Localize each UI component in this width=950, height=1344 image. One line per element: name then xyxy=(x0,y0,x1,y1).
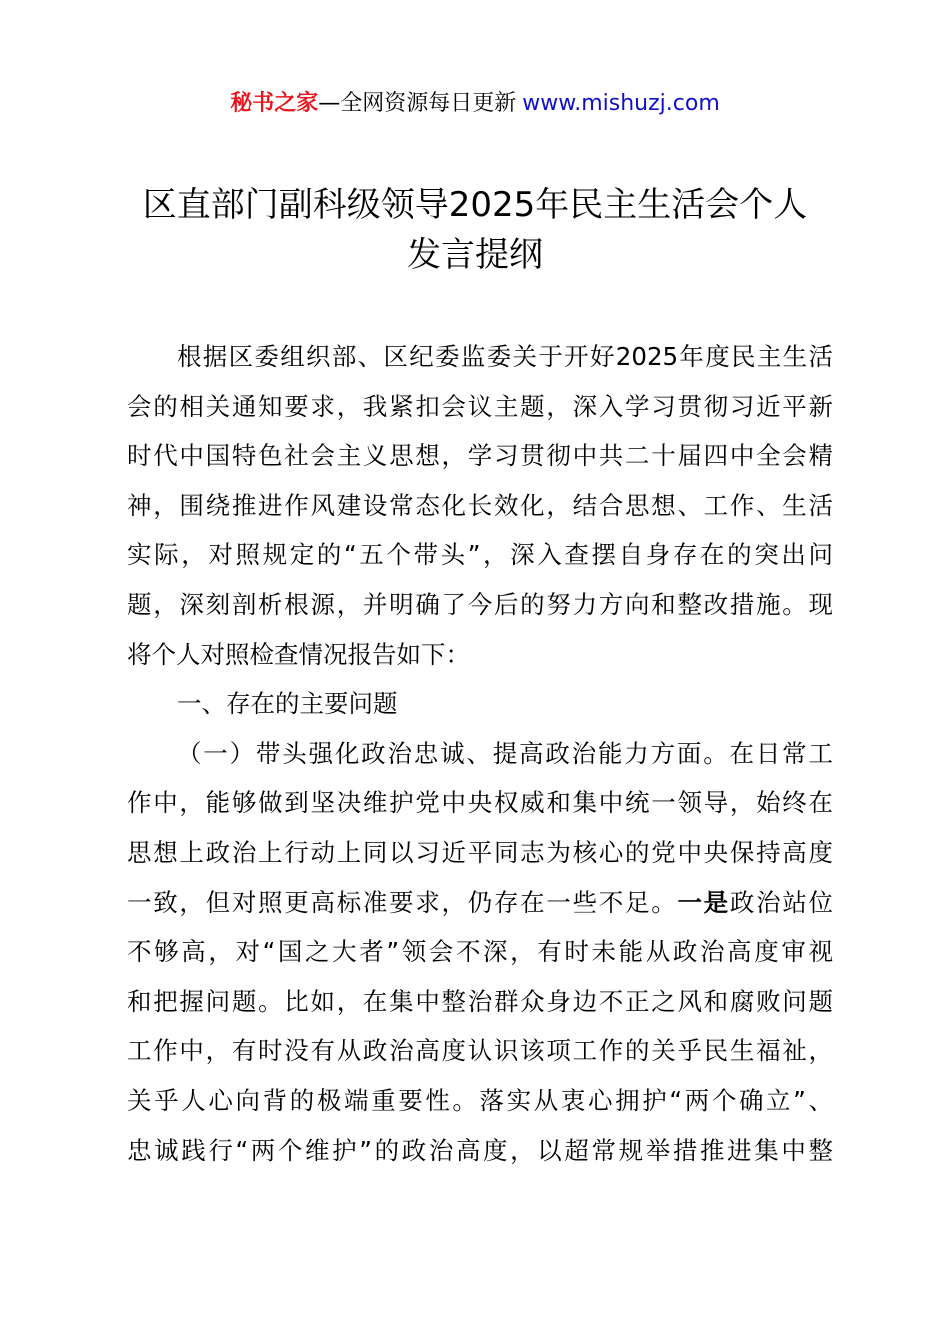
body-line: 时代中国特色社会主义思想，学习贯彻中共二十届四中全会精 xyxy=(127,441,833,471)
body-line: 神，围绕推进作风建设常态化长效化，结合思想、工作、生活 xyxy=(127,490,833,520)
body-text-segment: 一致，但对照更高标准要求，仍存在一些不足。 xyxy=(127,887,678,917)
body-line: 题，深刻剖析根源，并明确了今后的努力方向和整改措施。现 xyxy=(127,589,833,619)
body-line: （一）带头强化政治忠诚、提高政治能力方面。在日常工 xyxy=(177,738,833,768)
body-line: 将个人对照检查情况报告如下： xyxy=(127,639,470,669)
body-line: 实际，对照规定的“五个带头”，深入查摆自身存在的突出问 xyxy=(127,540,833,570)
section-heading: 一、存在的主要问题 xyxy=(177,689,398,719)
body-line: 工作中，有时没有从政治高度认识该项工作的关乎民生福祉， xyxy=(127,1036,833,1066)
title-line: 发言提纲 xyxy=(407,235,543,275)
site-brand: 秘书之家 xyxy=(230,91,319,116)
site-url-link[interactable]: www.mishuzj.com xyxy=(522,91,720,116)
body-line: 不够高，对“国之大者”领会不深，有时未能从政治高度审视 xyxy=(127,937,833,967)
body-line: 会的相关通知要求，我紧扣会议主题，深入学习贯彻习近平新 xyxy=(127,391,833,421)
document-body xyxy=(127,332,833,1175)
site-banner xyxy=(0,88,950,120)
body-line: 忠诚践行“两个维护”的政治高度，以超常规举措推进集中整 xyxy=(127,1135,833,1165)
body-line xyxy=(127,878,833,928)
body-line: 关乎人心向背的极端重要性。落实从衷心拥护“两个确立”、 xyxy=(127,1085,833,1115)
body-line: 作中，能够做到坚决维护党中央权威和集中统一领导，始终在 xyxy=(127,788,833,818)
emphasis-first-point: 一是 xyxy=(677,887,730,917)
body-line: 和把握问题。比如，在集中整治群众身边不正之风和腐败问题 xyxy=(127,986,833,1016)
body-line: 根据区委组织部、区纪委监委关于开好2025年度民主生活 xyxy=(177,342,833,371)
site-tagline: —全网资源每日更新 xyxy=(318,91,517,116)
document-title xyxy=(0,180,950,280)
title-line: 区直部门副科级领导2025年民主生活会个人 xyxy=(142,185,808,225)
body-line: 思想上政治上行动上同以习近平同志为核心的党中央保持高度 xyxy=(127,837,833,867)
body-text-segment: 政治站位 xyxy=(729,887,833,917)
